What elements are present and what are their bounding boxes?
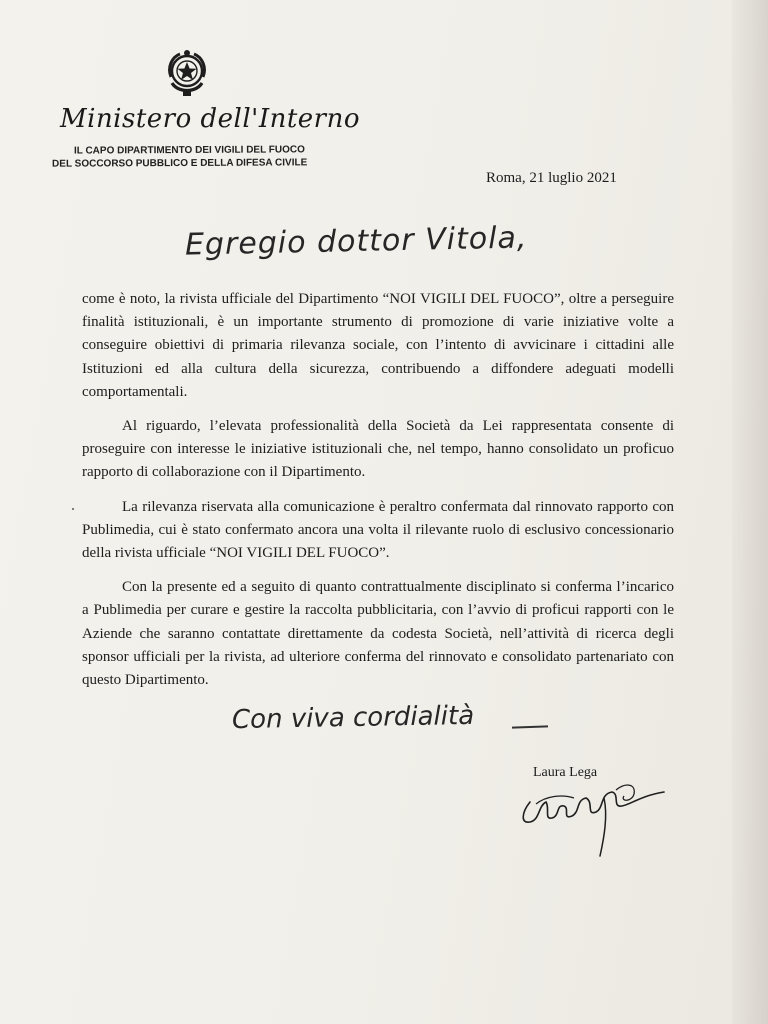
signer-name: Laura Lega [533,765,598,780]
margin-mark [72,508,74,510]
paragraph-2: Al riguardo, l’elevata professionalità della Società da Lei rappresentata consente di proseguire con interesse le iniziative istituzionali che, nel tempo, hanno consolidato un proficuo rapporto di collaborazione con il Dipartimento. [82,418,674,481]
letter-body [82,288,674,703]
italian-republic-emblem-icon [163,47,211,99]
page-edge-shadow [732,0,768,1024]
paragraph-4: Con la presente ed a seguito di quanto contrattualmente disciplinato si conferma l’incarico a Publimedia per curare e gestire la raccolta pubblicitaria, con l’avvio di proficui rapporti con le Aziende che saranno contattate direttamente da codesta Società, nell’attività di ricerca degli sponsor ufficiali per la rivista, ad ulteriore conferma del rinnovato e consolidato partenariato con questo Dipartimento. [82,579,674,689]
department-line-1: IL CAPO DIPARTIMENTO DEI VIGILI DEL FUOCO [73,144,305,157]
letter-date: Roma, 21 luglio 2021 [486,170,617,186]
department-heading [52,143,307,170]
handwritten-signature-icon [516,768,672,862]
handwritten-salutation: Egregio dottor Vitola, [184,220,528,263]
paragraph-3: La rilevanza riservata alla comunicazione è peraltro confermata dal rinnovato rapporto con Publimedia, cui è stato confermato ancora una volta il rilevante ruolo di esclusivo concessionario della rivista ufficiale “NOI VIGILI DEL FUOCO”. [82,498,674,562]
ministry-name: Ministero dell'Interno [60,104,361,134]
paragraph-1: come è noto, la rivista ufficiale del Dipartimento “NOI VIGILI DEL FUOCO”, oltre a perseguire finalità istituzionali, è un importante strumento di promozione di varie iniziative volte a conseguire obiettivi di primaria rilevanza sociale, con l’intento di avvicinare i cittadini alle Istituzioni ed alla cultura della sicurezza, contribuendo a diffondere adeguati modelli comportamentali. [82,291,674,400]
closing-dash [512,725,548,728]
department-line-2: DEL SOCCORSO PUBBLICO E DELLA DIFESA CIVILE [52,157,308,170]
handwritten-closing: Con viva cordialità [231,700,475,736]
